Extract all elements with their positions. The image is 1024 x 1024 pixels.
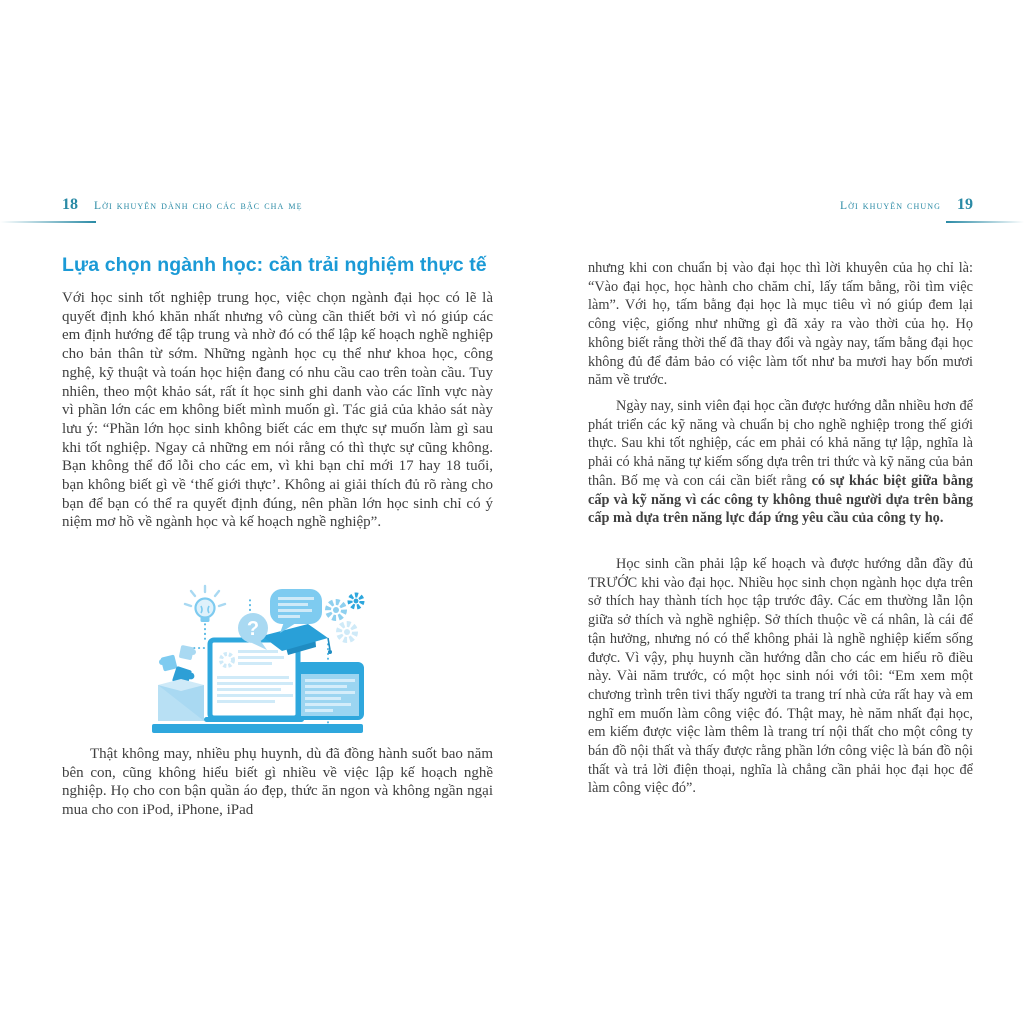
right-paragraph-2-normal: Ngày nay, sinh viên đại học cần được hướng dẫn nhiều hơn để phát triển các kỹ năng và chuẩn bị cho nghề nghiệp trong thế giới thực. Sau khi tốt nghiệp, các em phải có khả năng tự lập, nghĩa là phải có khả năng tự kiếm sống dựa trên tri thức và kỹ năng của bản thân. Bố mẹ và con cái cần biết rằng — [588, 398, 973, 489]
career-planning-illustration — [150, 584, 365, 739]
box-icon — [158, 679, 204, 721]
right-paragraph-3: Học sinh cần phải lập kế hoạch và được hướng dẫn đầy đủ TRƯỚC khi vào đại học. Nhiều học sinh chọn ngành học dựa trên sở thích hay thành tích học tập trước đây. Các em thường lẫn lộn giữa sở thích và nghề nghiệp. Sở thích thuộc về cá nhân, là cái để tận hưởng, nhưng nó có thể không phải là nghề nghiệp kiếm sống được. Vì vậy, phụ huynh cần hướng dẫn cho các em hiểu rõ điều này. Vài năm trước, có một học sinh nói với tôi: “Em xem một chương trình trên tivi thấy người ta trang trí nhà cửa rất hay và em nghĩ em muốn làm công việc đó. Thật may, hè năm nhất đại học, em kiếm được việc làm thêm là trang trí nội thất cho một công ty bán đồ nội thất và thấy được rằng phần lớn công việc là bán đồ nội thất và trả lời điện thoại, nghĩa là chẳng cần phải học đại học để làm công việc đó”. — [588, 556, 973, 797]
left-running-header — [62, 196, 493, 214]
puzzle-pieces-icon — [159, 645, 196, 686]
lightbulb-icon — [185, 586, 225, 622]
right-header-rule — [946, 221, 1024, 223]
left-paragraph-1: Với học sinh tốt nghiệp trung học, việc chọn ngành đại học có lẽ là quyết định khó khăn nhất nhưng vô cùng cần thiết bởi vì nó giúp các em định hướng để tập trung và nhờ đó có thể lập kế hoạch nghề nghiệp cho bản thân từ sớm. Những ngành học cụ thể như khoa học, công nghệ, kỹ thuật và toán học hiện đang có nhu cầu cao trên toàn cầu. Tuy nhiên, theo một khảo sát, rất ít học sinh ghi danh vào các lĩnh vực này vì phần lớn các em không biết mình muốn gì. Tác giả của khảo sát này lưu ý: “Phần lớn học sinh không biết các em thực sự muốn làm gì sau khi tốt nghiệp. Ngay cả những em nói rằng có thì thực sự cũng không. Bạn không thể đổ lỗi cho các em, vì khi bạn chỉ mới 17 hay 18 tuổi, bạn không biết gì về ‘thế giới thực’. Không ai giải thích đủ rõ ràng cho bạn để bạn có thể ra quyết định đúng, nên phần lớn học sinh chỉ có ý niệm mơ hồ về ngành học và kế hoạch nghề nghiệp”. — [62, 290, 493, 531]
gears-icon — [328, 595, 362, 640]
desk-bar — [152, 724, 363, 733]
right-paragraph-1: nhưng khi con chuẩn bị vào đại học thì lời khuyên của họ chỉ là: “Vào đại học, học hành cho chăm chỉ, lấy tấm bằng, rồi tìm việc làm”. Với họ, tấm bằng đại học là mục tiêu vì nó giúp đem lại công việc, giống như những gì đã xảy ra vào thời của họ. Họ không biết rằng thời thế đã thay đổi và ngày nay, tấm bằng đại học không đủ để đảm bảo có việc làm tốt như ba mươi hay bốn mươi năm về trước. — [588, 260, 973, 389]
left-paragraph-2: Thật không may, nhiều phụ huynh, dù đã đồng hành suốt bao năm bên con, cũng không hiểu biết gì nhiều về việc lập kế hoạch nghề nghiệp. Họ cho con bận quần áo đẹp, thức ăn ngon và không ngần ngại mua cho con iPod, iPhone, iPad — [62, 746, 493, 819]
section-heading: Lựa chọn ngành học: cần trải nghiệm thực tế — [62, 254, 487, 276]
right-page-number: 19 — [957, 196, 973, 213]
right-running-title: Lời khuyên chung — [839, 200, 941, 212]
browser-card-icon — [296, 662, 364, 720]
left-page-number: 18 — [62, 196, 78, 213]
left-running-title: Lời khuyên dành cho các bậc cha mẹ — [94, 200, 303, 212]
svg-text:?: ? — [246, 618, 260, 640]
right-paragraph-2-bold: có sự khác biệt giữa bằng cấp và kỹ năng vì các công ty không thuê người dựa trên bằng cấp mà dựa trên năng lực đáp ứng yêu cầu của công ty họ. — [588, 472, 973, 527]
right-running-header — [588, 196, 973, 214]
speech-bubble-icon — [270, 589, 322, 633]
right-paragraph-2 — [588, 397, 973, 528]
left-header-rule — [0, 221, 96, 223]
